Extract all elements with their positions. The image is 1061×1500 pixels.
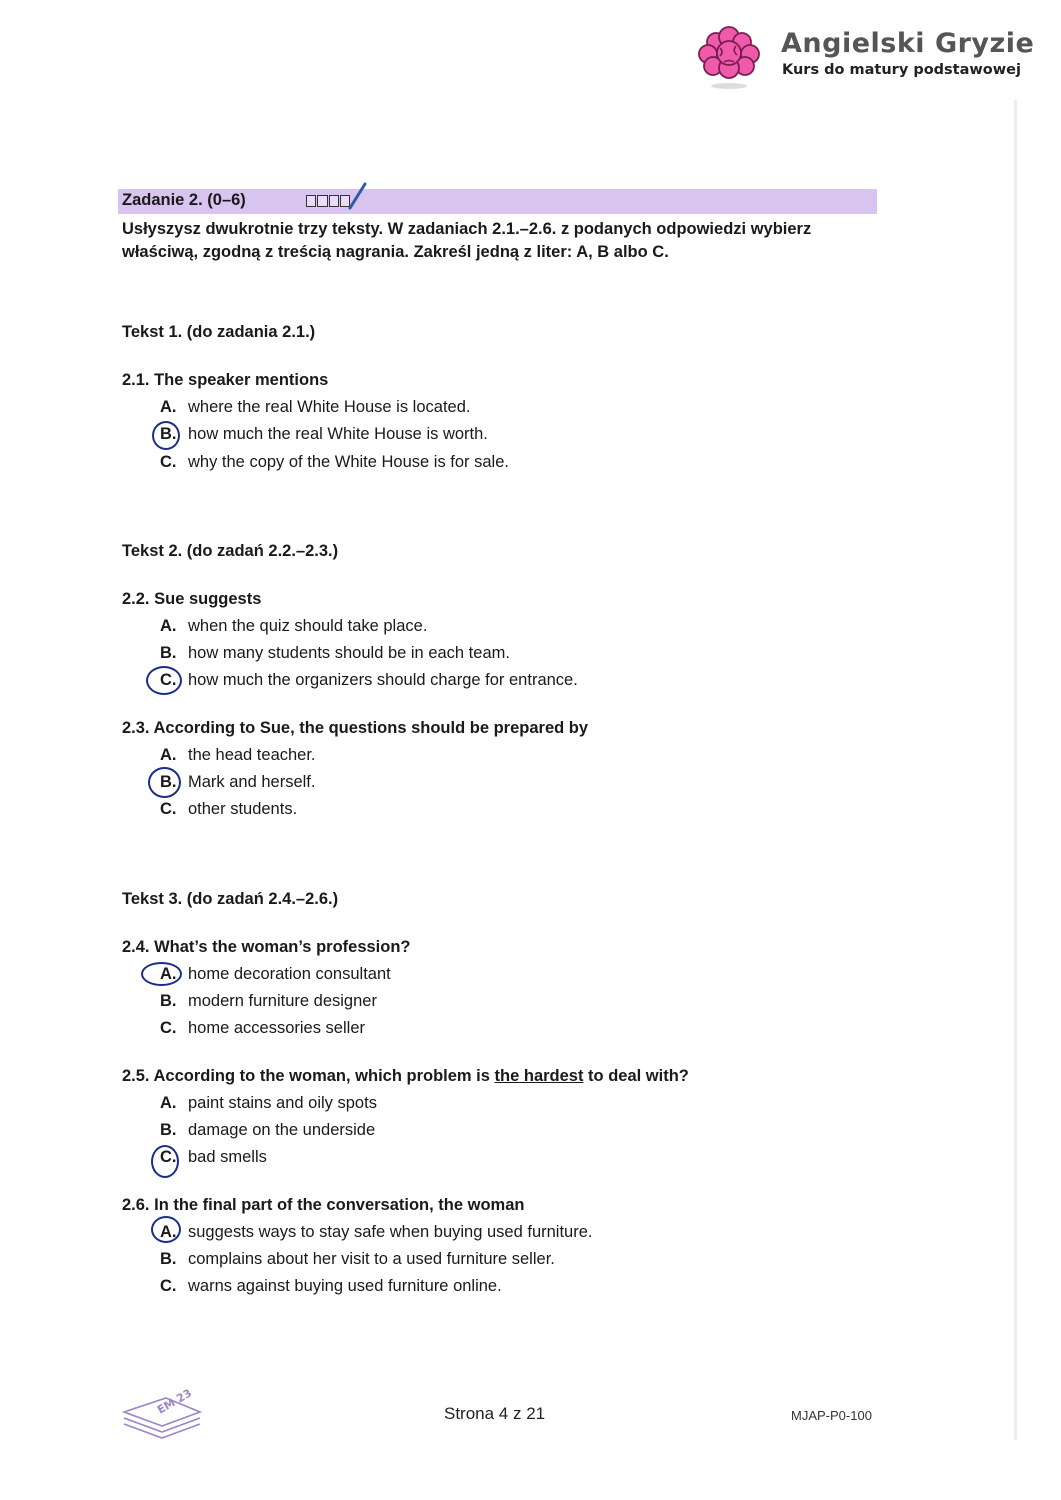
answer-option[interactable]: A. where the real White House is located. [160,398,471,416]
answer-circle-mark [141,962,182,986]
answer-circle-mark [146,666,182,695]
task-title: Zadanie 2. (0–6) [122,191,246,209]
task-instructions: Usłyszysz dwukrotnie trzy teksty. W zadaniach 2.1.–2.6. z podanych odpowiedzi wybierz właściwą, zgodną z treścią nagrania. Zakreśl jedną z liter: A, B albo C. [122,220,812,261]
svg-text:EM 23: EM 23 [155,1386,195,1417]
answer-option[interactable]: A. home decoration consultant [160,965,391,983]
answer-option[interactable]: C. why the copy of the White House is for sale. [160,453,509,471]
answer-option[interactable]: C. how much the organizers should charge for entrance. [160,671,578,689]
score-boxes [306,195,350,207]
answer-option[interactable]: B. how many students should be in each team. [160,644,510,662]
answer-option[interactable]: A. the head teacher. [160,746,316,764]
question-stem: 2.3. According to Sue, the questions should be prepared by [122,719,589,737]
answer-circle-mark [151,1216,181,1243]
answer-circle-mark [151,1145,179,1178]
answer-option[interactable]: B. how much the real White House is worth. [160,425,488,443]
emphasis-underlined: the hardest [494,1067,584,1085]
answer-option[interactable]: B. complains about her visit to a used furniture seller. [160,1250,555,1268]
answer-option[interactable]: A. paint stains and oily spots [160,1094,377,1112]
question-stem: 2.4. What’s the woman’s profession? [122,938,411,956]
question-stem: 2.6. In the final part of the conversation, the woman [122,1196,525,1214]
question-stem: 2.1. The speaker mentions [122,371,329,389]
question-stem: 2.5. According to the woman, which problem is the hardest to deal with? [122,1067,689,1085]
answer-option[interactable]: C. bad smells [160,1148,267,1166]
section-title: Tekst 1. (do zadania 2.1.) [122,323,316,341]
answer-circle-mark [152,421,180,450]
answer-option[interactable]: C. other students. [160,800,298,818]
answer-circle-mark [148,767,181,798]
page-number: Strona 4 z 21 [444,1404,546,1423]
pencil-icon [347,181,369,211]
paper-stack-logo-icon [120,1384,206,1442]
section-title: Tekst 2. (do zadań 2.2.–2.3.) [122,542,339,560]
brain-icon [696,26,762,92]
brand-subtitle: Kurs do matury podstawowej [782,62,1021,78]
answer-option[interactable]: C. warns against buying used furniture online. [160,1277,502,1295]
question-stem: 2.2. Sue suggests [122,590,262,608]
brand-title: Angielski Gryzie [781,28,1035,59]
answer-option[interactable]: C. home accessories seller [160,1019,365,1037]
page-edge-line [1014,100,1017,1440]
answer-option[interactable]: B. modern furniture designer [160,992,377,1010]
exam-code: MJAP-P0-100 [791,1408,872,1423]
answer-option[interactable]: B. damage on the underside [160,1121,376,1139]
section-title: Tekst 3. (do zadań 2.4.–2.6.) [122,890,339,908]
answer-option[interactable]: A. when the quiz should take place. [160,617,428,635]
answer-option[interactable]: A. suggests ways to stay safe when buying used furniture. [160,1223,593,1241]
answer-option[interactable]: B. Mark and herself. [160,773,316,791]
